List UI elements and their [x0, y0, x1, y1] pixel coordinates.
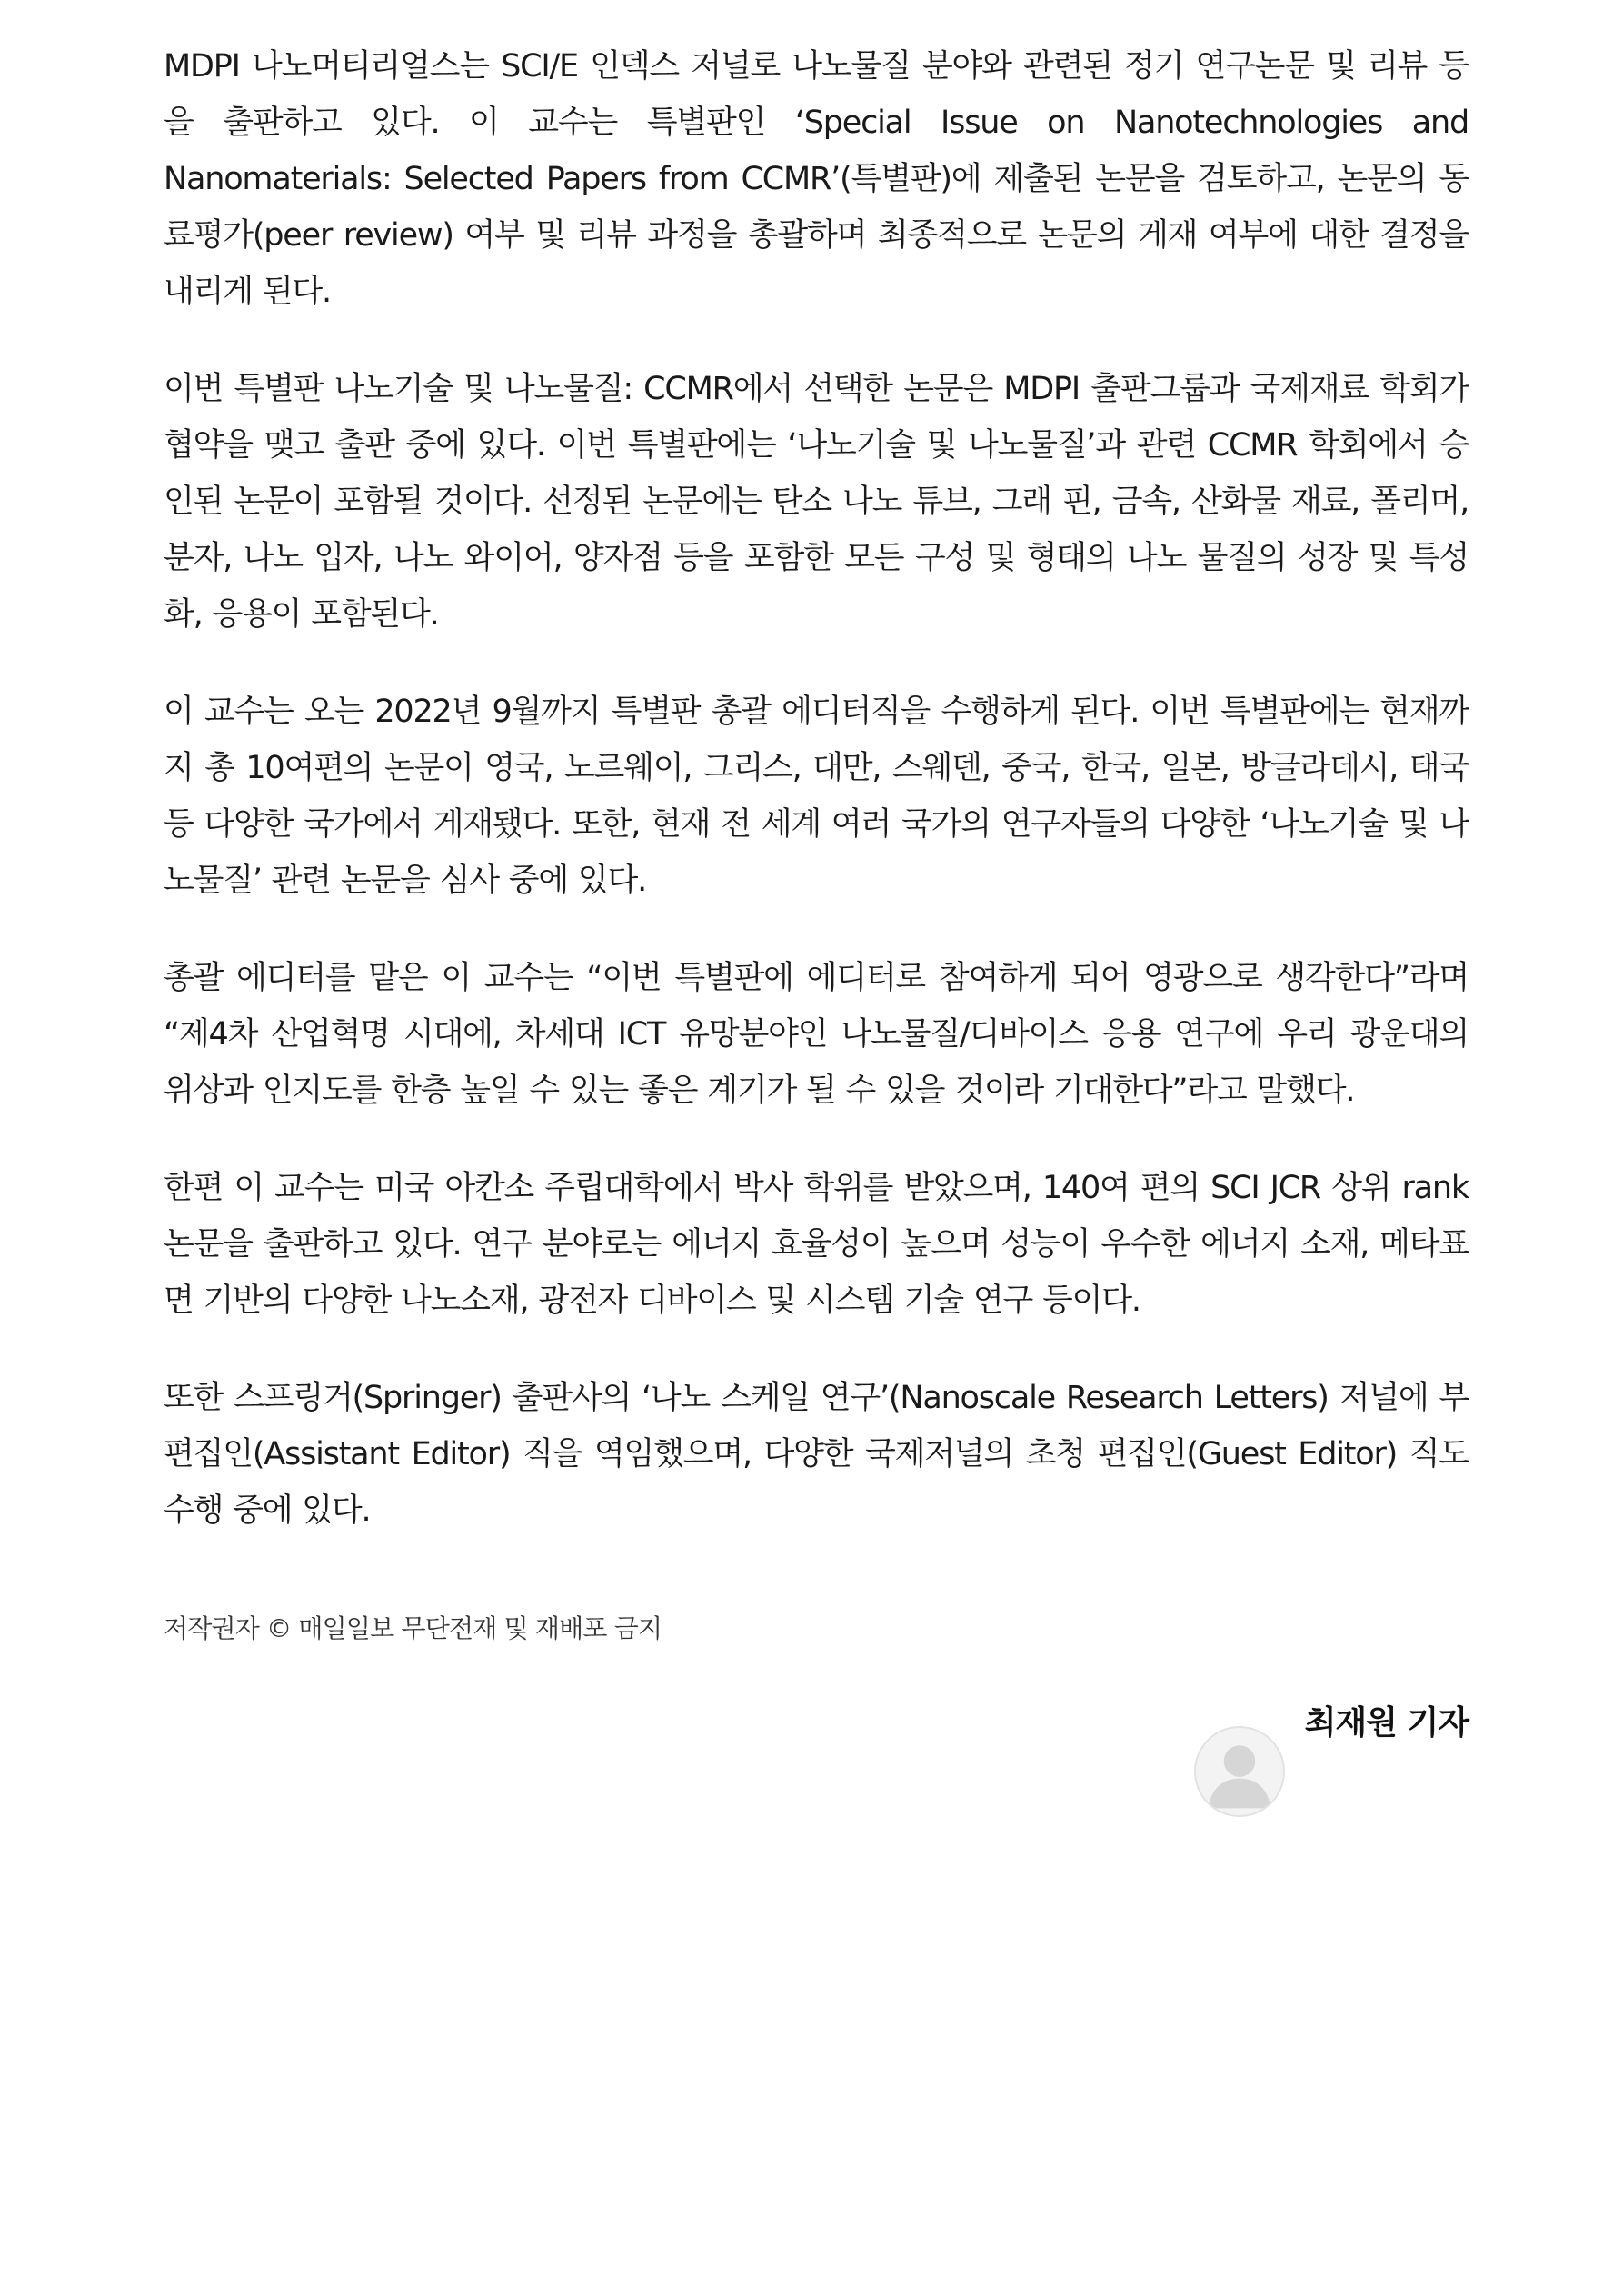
person-silhouette-icon — [1196, 1728, 1283, 1815]
reporter-byline[interactable] — [1194, 1695, 1469, 1817]
article-paragraph-4: 총괄 에디터를 맡은 이 교수는 “이번 특별판에 에디터로 참여하게 되어 영광으로 생각한다”라며 “제4차 산업혁명 시대에, 차세대 ICT 유망분야인 나노물질/디바이스 응용 연구에 우리 광운대의 위상과 인지도를 한층 높일 수 있는 좋은 계기가 될 수 있을 것이라 기대한다”라고 말했다. — [164, 960, 1469, 1109]
article-paragraph-5: 한편 이 교수는 미국 아칸소 주립대학에서 박사 학위를 받았으며, 140여 편의 SCI JCR 상위 rank 논문을 출판하고 있다. 연구 분야로는 에너지 효율성이 높으며 성능이 우수한 에너지 소재, 메타표면 기반의 다양한 나노소재, 광전자 디바이스 및 시스템 기술 연구 등이다. — [164, 1170, 1469, 1319]
article-paragraph-2: 이번 특별판 나노기술 및 나노물질: CCMR에서 선택한 논문은 MDPI 출판그룹과 국제재료 학회가 협약을 맺고 출판 중에 있다. 이번 특별판에는 ‘나노기술 및 나노물질’과 관련 CCMR 학회에서 승인된 논문이 포함될 것이다. 선정된 논문에는 탄소 나노 튜브, 그래 핀, 금속, 산화물 재료, 폴리머, 분자, 나노 입자, 나노 와이어, 양자점 등을 포함한 모든 구성 및 형태의 나노 물질의 성장 및 특성화, 응용이 포함된다. — [164, 371, 1469, 633]
reporter-name[interactable]: 최재원 기자 — [1304, 1704, 1469, 1742]
article-paragraph-1: MDPI 나노머티리얼스는 SCI/E 인덱스 저널로 나노물질 분야와 관련된 정기 연구논문 및 리뷰 등을 출판하고 있다. 이 교수는 특별판인 ‘Special Issue on Nanotechnologies and Nanomaterials: Selected Papers from CCMR’(특별판)에 제출된 논문을 검토하고, 논문의 동료평가(peer review) 여부 및 리뷰 과정을 총괄하며 최종적으로 논문의 게재 여부에 대한 결정을 내리게 된다. — [164, 48, 1469, 310]
copyright-notice: 저작권자 © 매일일보 무단전재 및 재배포 금지 — [164, 1613, 662, 1643]
article-body — [164, 38, 1469, 1580]
article-paragraph-6: 또한 스프링거(Springer) 출판사의 ‘나노 스케일 연구’(Nanoscale Research Letters) 저널에 부편집인(Assistant Editor) 직을 역임했으며, 다양한 국제저널의 초청 편집인(Guest Editor) 직도 수행 중에 있다. — [164, 1380, 1469, 1529]
article-paragraph-3: 이 교수는 오는 2022년 9월까지 특별판 총괄 에디터직을 수행하게 된다. 이번 특별판에는 현재까지 총 10여편의 논문이 영국, 노르웨이, 그리스, 대만, 스웨덴, 중국, 한국, 일본, 방글라데시, 태국 등 다양한 국가에서 게재됐다. 또한, 현재 전 세계 여러 국가의 연구자들의 다양한 ‘나노기술 및 나노물질’ 관련 논문을 심사 중에 있다. — [164, 694, 1469, 899]
avatar[interactable] — [1194, 1726, 1285, 1817]
